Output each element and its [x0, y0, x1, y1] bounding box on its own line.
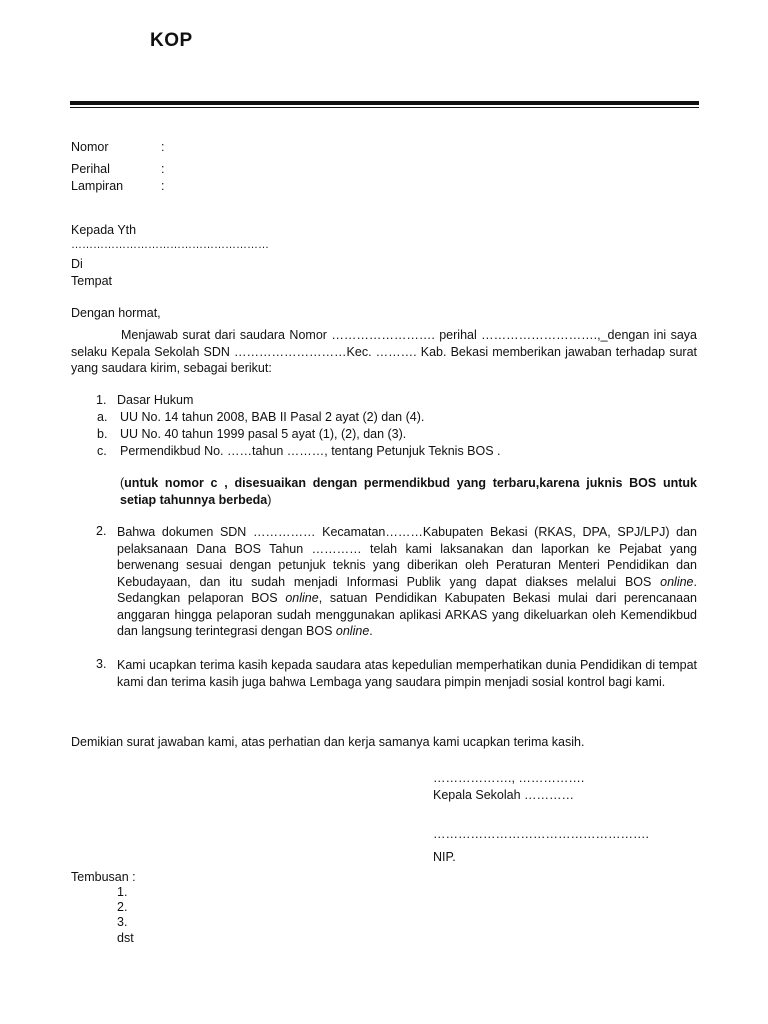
point-2-text-4: .: [369, 624, 373, 638]
subpoint-c-marker: c.: [97, 444, 107, 458]
intro-paragraph: Menjawab surat dari saudara Nomor ……………………. perihal ……………………….,_dengan ini saya selaku Kepala Sekolah SDN ………………………Kec. ………. Kab. Bekasi memberikan jawaban terhadap surat yang saudara kirim, sebagai berikut:: [71, 328, 697, 375]
note-close-paren: ): [267, 492, 272, 507]
point-2-text-1: Bahwa dokumen SDN …………… Kecamatan………Kabupaten Bekasi (RKAS, DPA, SPJ/LPJ) dan pelaksanaan Dana BOS Tahun ………… telah kami laksanakan dan laporkan ke Pejabat yang berwenang sesuai dengan petunjuk teknis yang diberikan oleh Peraturan Menteri Pendidikan dan Kebudayaan, dan itu sudah menjadi Informasi Publik yang dapat diakses melalui BOS: [117, 525, 697, 589]
subpoint-a-text: UU No. 14 tahun 2008, BAB II Pasal 2 ayat (2) dan (4).: [120, 410, 425, 424]
signature-place-date: ………………., …………….: [433, 771, 585, 785]
point-2-number: 2.: [96, 524, 107, 538]
nomor-label: Nomor: [71, 140, 109, 154]
tembusan-item: 2.: [117, 900, 128, 914]
subpoint-a-marker: a.: [97, 410, 108, 424]
signature-name: …………………………………………….: [433, 827, 649, 841]
tembusan-label: Tembusan :: [71, 870, 136, 884]
recipient-tempat: Tempat: [71, 274, 112, 288]
note-bold-text: untuk nomor c , disesuaikan dengan permendikbud yang terbaru,karena juknis BOS untuk setiap tahunnya berbeda: [120, 476, 697, 507]
point-2-text-3: , satuan Pendidikan Kabupaten Bekasi mulai dari perencanaan anggaran hingga pelaporan sudah menggunakan aplikasi ARKAS yang dikeluarkan oleh Kemendikbud dan langsung terintegrasi dengan BOS: [117, 591, 698, 638]
tembusan-item: 3.: [117, 915, 128, 929]
recipient-dots: ………………………………………………: [71, 239, 269, 251]
juknis-note: [120, 475, 697, 508]
recipient-heading: Kepada Yth: [71, 223, 137, 237]
perihal-label: Perihal: [71, 162, 110, 176]
perihal-colon: :: [161, 162, 165, 176]
point-3-number: 3.: [96, 657, 107, 671]
point-2-online-3: online: [335, 624, 370, 638]
point-3-paragraph: Kami ucapkan terima kasih kepada saudara atas kepedulian memperhatikan dunia Pendidikan di tempat kami dan terima kasih juga bahwa Lembaga yang saudara pimpin menjadi sosial kontrol bagi kami.: [117, 658, 697, 689]
point-1-title: Dasar Hukum: [117, 393, 194, 407]
tembusan-item: dst: [117, 931, 134, 945]
point-2-text-2: . Sedangkan pelaporan BOS: [117, 574, 697, 605]
kop-heading: KOP: [150, 30, 193, 51]
letterhead-rule-thick: [70, 101, 699, 105]
point-2-online-1: online: [660, 574, 694, 589]
subpoint-c-text: Permendikbud No. ……tahun ………, tentang Petunjuk Teknis BOS .: [120, 444, 501, 458]
point-2-paragraph: [117, 524, 697, 640]
signature-title: Kepala Sekolah …………: [433, 788, 575, 802]
point-2-online-2: online: [285, 591, 319, 605]
letterhead-rule-thin: [70, 107, 699, 108]
greeting: Dengan hormat,: [71, 306, 161, 320]
signature-nip: NIP.: [433, 850, 456, 864]
note-open-paren: (: [120, 476, 125, 490]
tembusan-item: 1.: [117, 885, 128, 899]
recipient-di: Di: [71, 257, 83, 271]
point-1-number: 1.: [96, 393, 107, 407]
subpoint-b-text: UU No. 40 tahun 1999 pasal 5 ayat (1), (2), dan (3).: [120, 427, 407, 441]
subpoint-b-marker: b.: [97, 427, 108, 441]
closing-sentence: Demikian surat jawaban kami, atas perhatian dan kerja samanya kami ucapkan terima kasih.: [71, 735, 585, 749]
lampiran-label: Lampiran: [71, 179, 124, 193]
lampiran-colon: :: [161, 179, 165, 193]
nomor-colon: :: [161, 140, 165, 154]
